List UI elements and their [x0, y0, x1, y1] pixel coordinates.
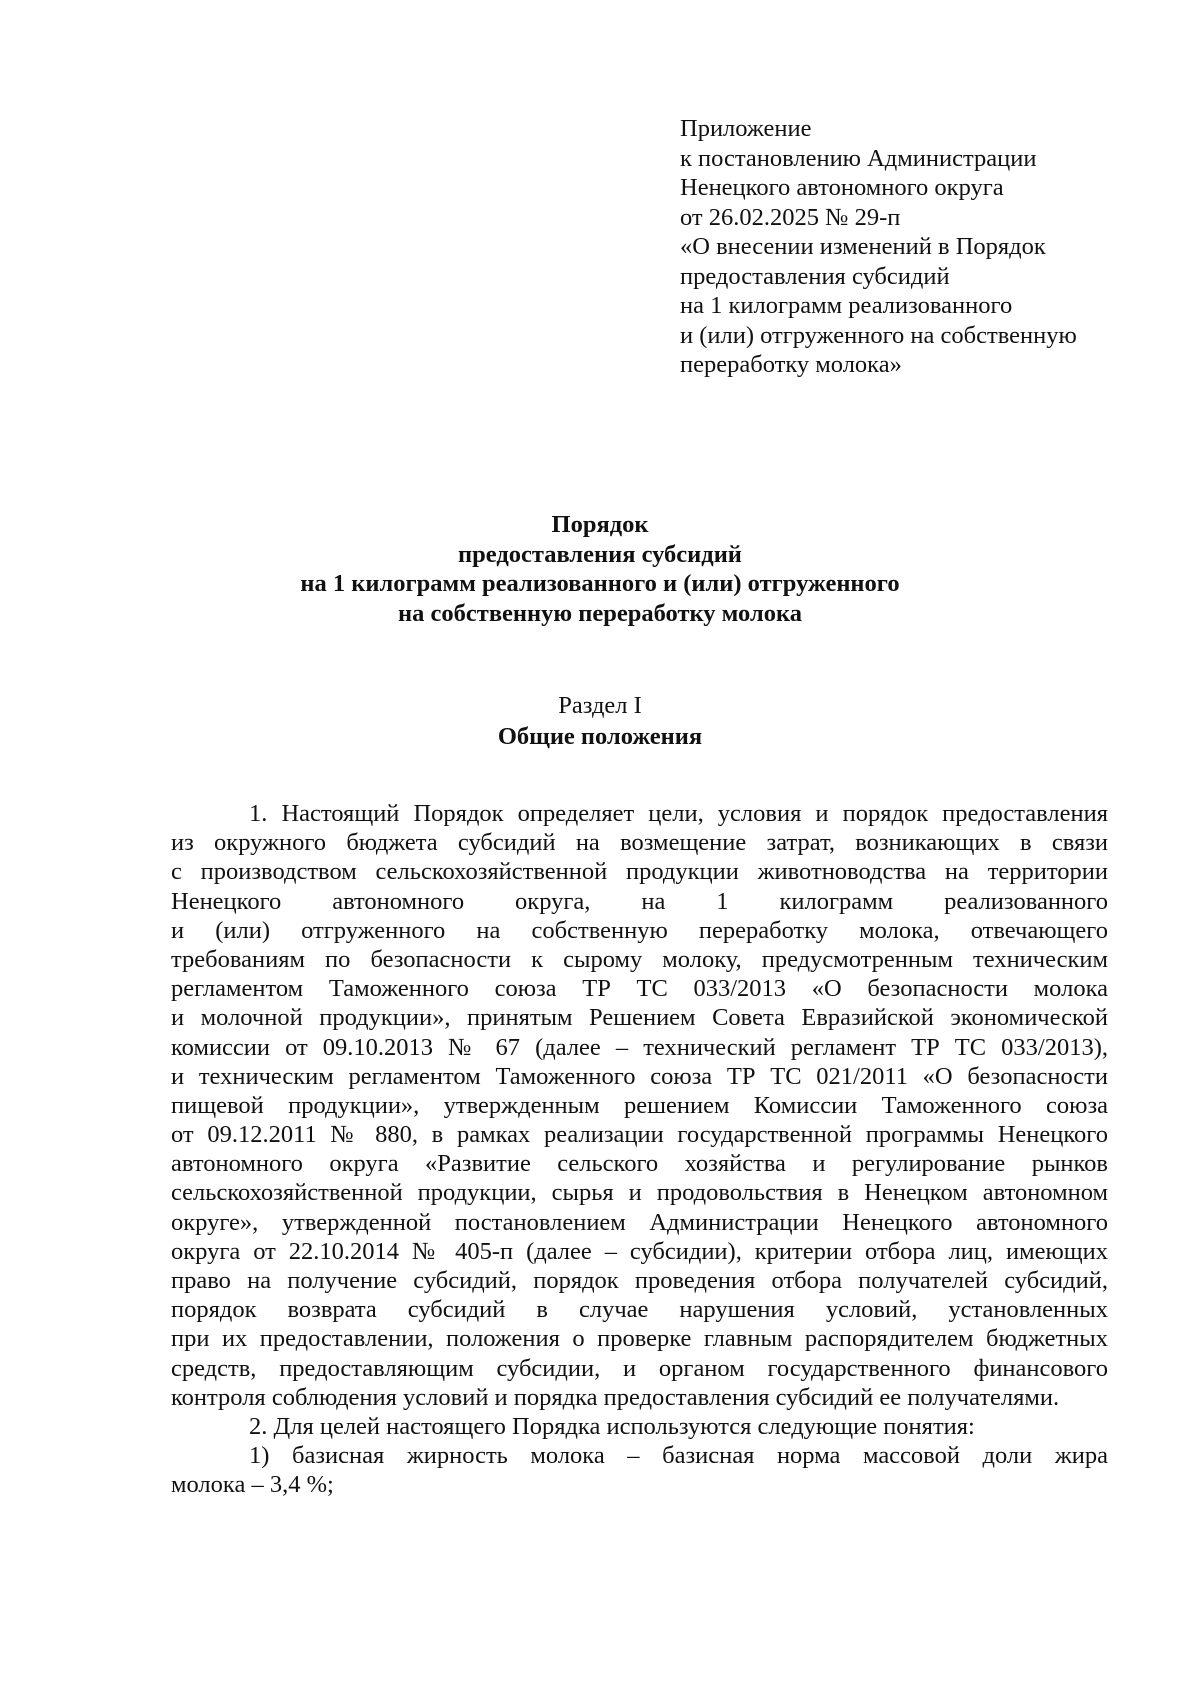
document-title	[150, 510, 1050, 628]
title-line: на собственную переработку молока	[398, 599, 802, 627]
paragraph-line: 2. Для целей настоящего Порядка используются следующие понятия:	[249, 1412, 975, 1440]
paragraph-line: из окружного бюджета субсидий на возмещение затрат, возникающих в связи	[171, 829, 1108, 857]
appendix-line: Приложение	[680, 115, 812, 142]
paragraph-line: требованиям по безопасности к сырому молоку, предусмотренным техническим	[171, 945, 1108, 973]
appendix-line: предоставления субсидий	[680, 262, 950, 290]
paragraph-line: контроля соблюдения условий и порядка предоставления субсидий ее получателями.	[171, 1383, 1060, 1411]
appendix-block	[680, 114, 1140, 380]
paragraph-line: автономного округа «Развитие сельского хозяйства и регулирование рынков	[171, 1150, 1108, 1178]
title-line: Порядок	[551, 511, 649, 538]
paragraph-line: при их предоставлении, положения о проверке главным распорядителем бюджетных	[171, 1325, 1108, 1353]
section-heading: Общие положения	[497, 723, 703, 750]
paragraph-line: с производством сельскохозяйственной продукции животноводства на территории	[171, 858, 1108, 886]
appendix-line: от 26.02.2025 № 29-п	[680, 203, 901, 231]
paragraph-line: пищевой продукции», утвержденным решением Комиссии Таможенного союза	[171, 1091, 1108, 1119]
paragraph-line: средств, предоставляющим субсидии, и органом государственного финансового	[171, 1354, 1108, 1382]
paragraph-line: право на получение субсидий, порядок проведения отбора получателей субсидий,	[171, 1267, 1108, 1294]
section-header	[150, 690, 1050, 752]
paragraph-line: комиссии от 09.10.2013 № 67 (далее – технический регламент ТР ТС 033/2013),	[171, 1033, 1108, 1061]
paragraph-line: сельскохозяйственной продукции, сырья и продовольствия в Ненецком автономном	[171, 1179, 1108, 1207]
title-line: на 1 килограмм реализованного и (или) отгруженного	[300, 570, 900, 597]
appendix-line: Ненецкого автономного округа	[680, 174, 1004, 201]
section-label: Раздел I	[558, 692, 642, 719]
paragraph-line: 1) базисная жирность молока – базисная норма массовой доли жира	[249, 1442, 1108, 1470]
title-line: предоставления субсидий	[458, 540, 742, 568]
appendix-line: к постановлению Администрации	[680, 144, 1037, 172]
appendix-line: переработку молока»	[680, 351, 902, 378]
paragraph-line: и молочной продукции», принятым Решением Совета Евразийской экономической	[171, 1004, 1108, 1032]
paragraph-line: 1. Настоящий Порядок определяет цели, условия и порядок предоставления	[249, 800, 1108, 827]
paragraph-line: от 09.12.2011 № 880, в рамках реализации государственной программы Ненецкого	[171, 1121, 1108, 1149]
paragraph-line: Ненецкого автономного округа, на 1 килограмм реализованного	[171, 887, 1108, 915]
paragraph-line: молока – 3,4 %;	[171, 1471, 334, 1499]
appendix-line: на 1 килограмм реализованного	[680, 292, 1013, 319]
body-text	[171, 799, 1108, 1500]
paragraph-line: регламентом Таможенного союза ТР ТС 033/2013 «О безопасности молока	[171, 975, 1108, 1003]
appendix-line: и (или) отгруженного на собственную	[680, 321, 1077, 349]
paragraph-line: и (или) отгруженного на собственную переработку молока, отвечающего	[171, 916, 1108, 944]
paragraph-line: округа от 22.10.2014 № 405-п (далее – субсидии), критерии отбора лиц, имеющих	[171, 1237, 1108, 1265]
paragraph-line: порядок возврата субсидий в случае нарушения условий, установленных	[171, 1296, 1108, 1324]
appendix-line: «О внесении изменений в Порядок	[680, 233, 1046, 260]
paragraph-line: округе», утвержденной постановлением Администрации Ненецкого автономного	[171, 1208, 1108, 1236]
paragraph-line: и техническим регламентом Таможенного союза ТР ТС 021/2011 «О безопасности	[171, 1062, 1108, 1090]
